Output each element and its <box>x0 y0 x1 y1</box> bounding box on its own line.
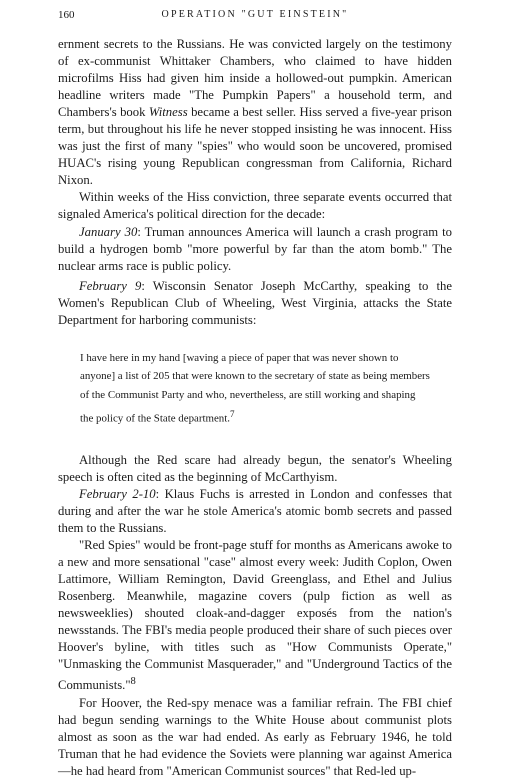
paragraph-text: Within weeks of the Hiss conviction, three separate events occurred that signaled America's political direction for the decade: <box>58 190 452 222</box>
quote-text-wrap <box>80 349 430 428</box>
block-quote-mccarthy <box>80 349 430 428</box>
paragraph-hoover <box>58 695 452 780</box>
page-header <box>58 9 452 25</box>
paragraph-text: For Hoover, the Red-spy menace was a familiar refrain. The FBI chief had begun sending warnings to the White House about communist plots almost as soon as the war had ended. As early as February 1946, he told Truman that he had evidence the Soviets were planning war against America—he had heard from "American Communist sources" that Red-led up- <box>58 695 452 778</box>
page-number: 160 <box>58 9 75 21</box>
paragraph-mccarthyism <box>58 452 452 486</box>
paragraph-text: : Klaus Fuchs is arrested in London and confesses that during and after the war he stole America's atomic bomb secrets and passed them to the Russians. <box>58 486 452 535</box>
paragraph-january-30 <box>58 224 452 275</box>
event-date: January 30 <box>79 224 138 239</box>
paragraph-text: became a best seller. Hiss served a five-year prison term, but throughout his life he never stopped insisting he was innocent. Hiss was just the first of many "spies" who would soon be uncovered, promised HUAC's rising young Republican congressman from California, Richard Nixon. <box>58 105 453 188</box>
quote-text: I have here in my hand [waving a piece of paper that was never shown to anyone] a list of 205 that were known to the secretary of state as being members of the Communist Party and who, nevertheless, are still working and shaping the policy of the State department. <box>80 351 430 425</box>
paragraph-text: Although the Red scare had already begun, the senator's Wheeling speech is often cited as the beginning of McCarthyism. <box>58 452 452 484</box>
paragraph-text: ernment secrets to the Russians. He was convicted largely on the testimony of ex-communist Whittaker Chambers, who claimed to have hidden microfilms Hiss had given him inside a hollowed-out pumpkin. American headline writers made "The Pumpkin Papers" a household term, and Chambers's book <box>58 37 452 120</box>
paragraph-hiss <box>58 36 452 189</box>
paragraph-february-2-10 <box>58 486 452 537</box>
book-title: Witness <box>148 105 188 120</box>
paragraph-text: : Truman announces America will launch a crash program to build a hydrogen bomb "more powerful by far than the atom bomb." The nuclear arms race is public policy. <box>58 224 453 273</box>
paragraph-february-9 <box>58 278 452 329</box>
footnote-marker: 8 <box>130 676 136 688</box>
running-head: OPERATION "GUT EINSTEIN" <box>161 9 349 20</box>
paragraph-events-intro <box>58 189 452 223</box>
event-date: February 2-10 <box>79 486 156 501</box>
paragraph-text: : Wisconsin Senator Joseph McCarthy, speaking to the Women's Republican Club of Wheeling, West Virginia, attacks the State Department for harboring communists: <box>58 278 453 327</box>
event-date: February 9 <box>79 278 142 293</box>
body-text <box>58 36 452 780</box>
paragraph-red-spies <box>58 537 452 695</box>
paragraph-text: "Red Spies" would be front-page stuff for months as Americans awoke to a new and more sensational "case" almost every week: Judith Coplon, Owen Lattimore, William Remington, David Greenglass, and Ethel and Julius Rosenberg. Meanwhile, magazine covers (pulp fiction as well as newsweeklies) shouted cloak-and-dagger exposés from the nation's newsstands. The FBI's media people produced their share of such pieces over Hoover's byline, with titles such as "How Communists Operate," "Unmasking the Communist Masquerader," and "Underground Tactics of the Communists." <box>58 538 452 693</box>
footnote-marker: 7 <box>230 408 235 419</box>
